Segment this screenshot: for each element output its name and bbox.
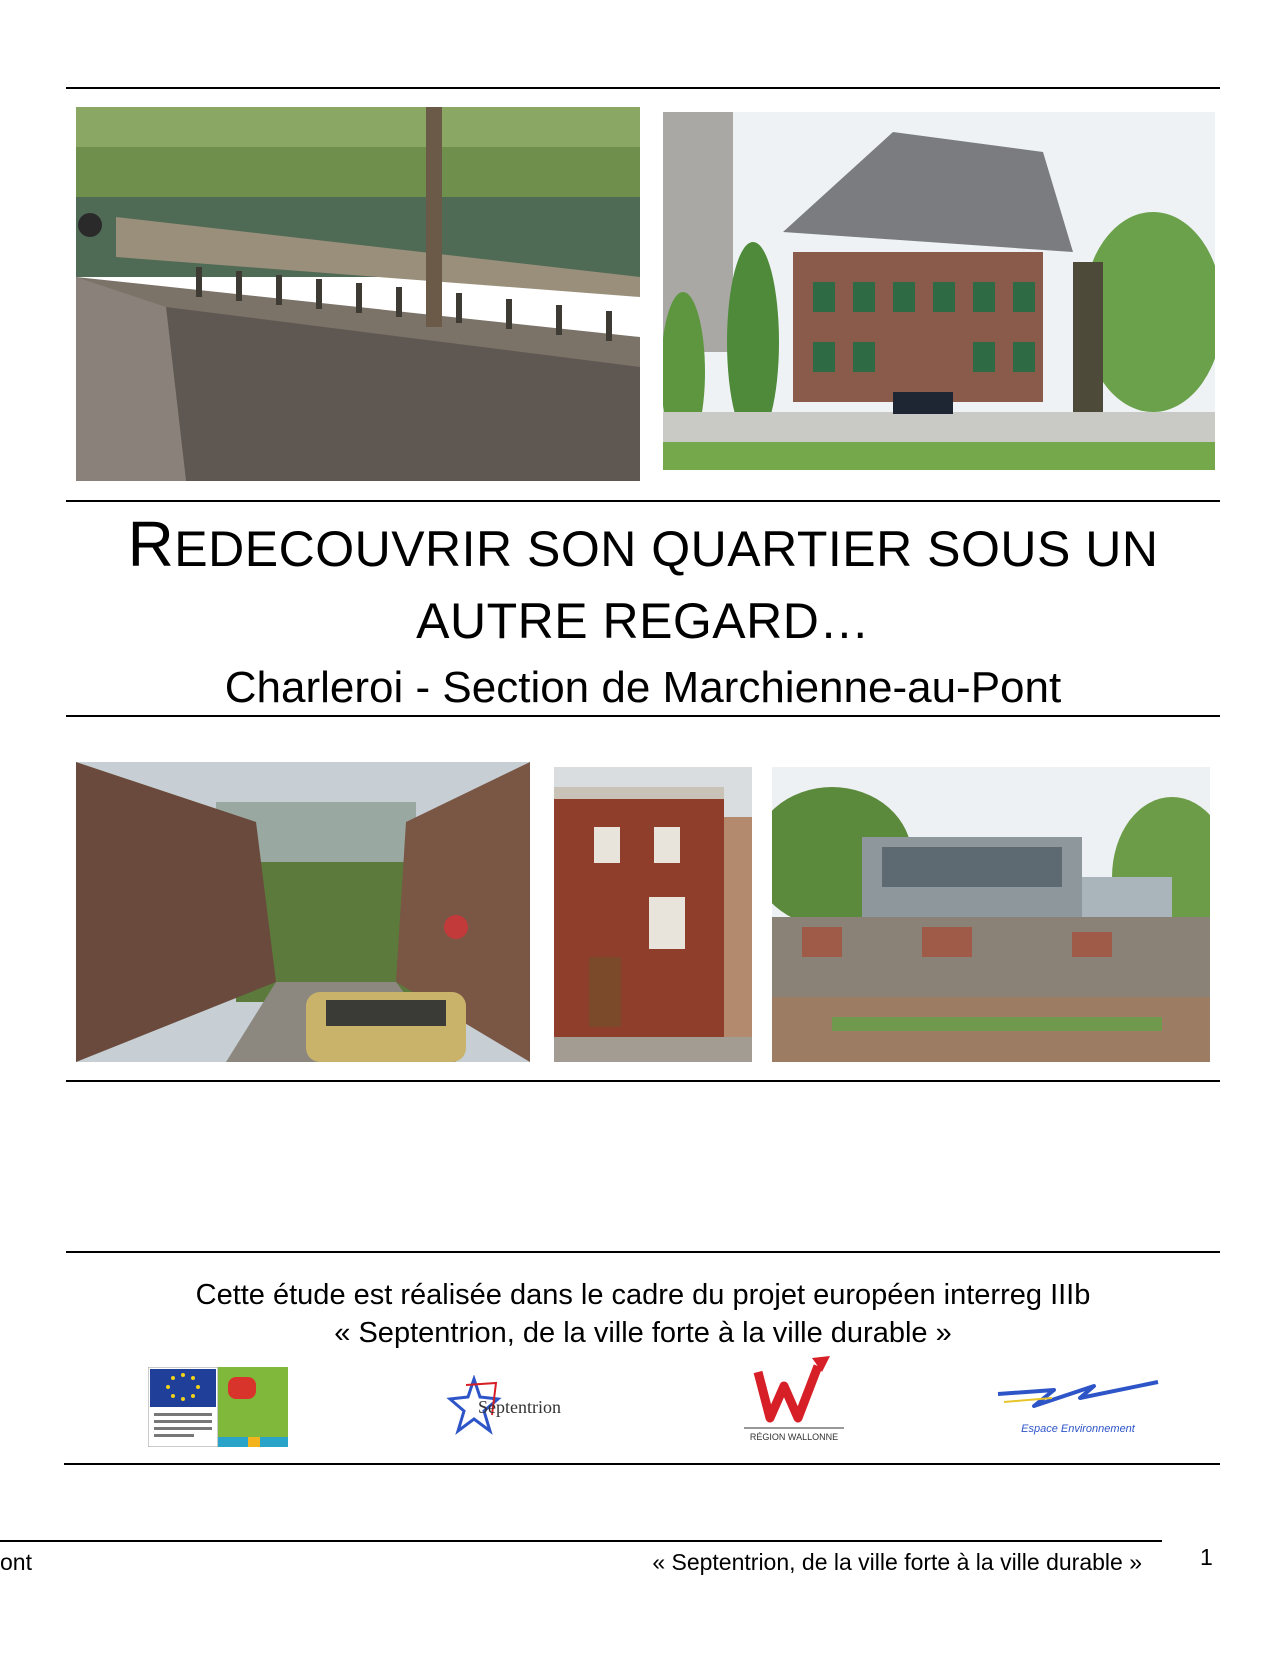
- eu-interreg-logo: [148, 1367, 288, 1447]
- septentrion-logo: [446, 1375, 581, 1437]
- espace-logo-text: Espace Environnement: [1021, 1423, 1135, 1435]
- septentrion-logo-text: Septentrion: [478, 1397, 561, 1417]
- modern-building-park-photo: [772, 767, 1210, 1062]
- page-number: 1: [1200, 1544, 1213, 1570]
- page-subtitle: Charleroi - Section de Marchienne-au-Pont: [224, 663, 1062, 712]
- title-initial: R: [127, 508, 175, 580]
- title-bottom-rule: [66, 715, 1220, 717]
- credit-top-rule: [66, 1251, 1220, 1253]
- top-rule: [66, 87, 1220, 89]
- region-wallonne-logo-text: RÉGION WALLONNE: [749, 1432, 839, 1442]
- photos-bottom-rule: [66, 1080, 1220, 1082]
- title-line2: AUTRE REGARD…: [416, 593, 870, 649]
- credit-line2: « Septentrion, de la ville forte à la ville durable »: [334, 1317, 952, 1349]
- footer-center-text: « Septentrion, de la ville forte à la ville durable »: [652, 1549, 1142, 1575]
- historic-building-photo: [663, 112, 1215, 470]
- brick-townhouse-photo: [554, 767, 752, 1062]
- region-wallonne-logo: [740, 1352, 848, 1444]
- footer-left-text: ont: [0, 1549, 32, 1575]
- title-line1: EDECOUVRIR SON QUARTIER SOUS UN: [174, 521, 1159, 577]
- canal-towpath-photo: [76, 107, 640, 481]
- credit-bottom-rule: [64, 1463, 1220, 1465]
- credit-text: [66, 1276, 1220, 1352]
- footer-rule: [0, 1540, 1162, 1542]
- title-top-rule: [66, 500, 1220, 502]
- espace-environnement-logo: [994, 1372, 1162, 1442]
- page-title: [66, 508, 1220, 657]
- street-row-houses-photo: [76, 762, 530, 1062]
- credit-line1: Cette étude est réalisée dans le cadre du projet européen interreg IIIb: [195, 1279, 1091, 1311]
